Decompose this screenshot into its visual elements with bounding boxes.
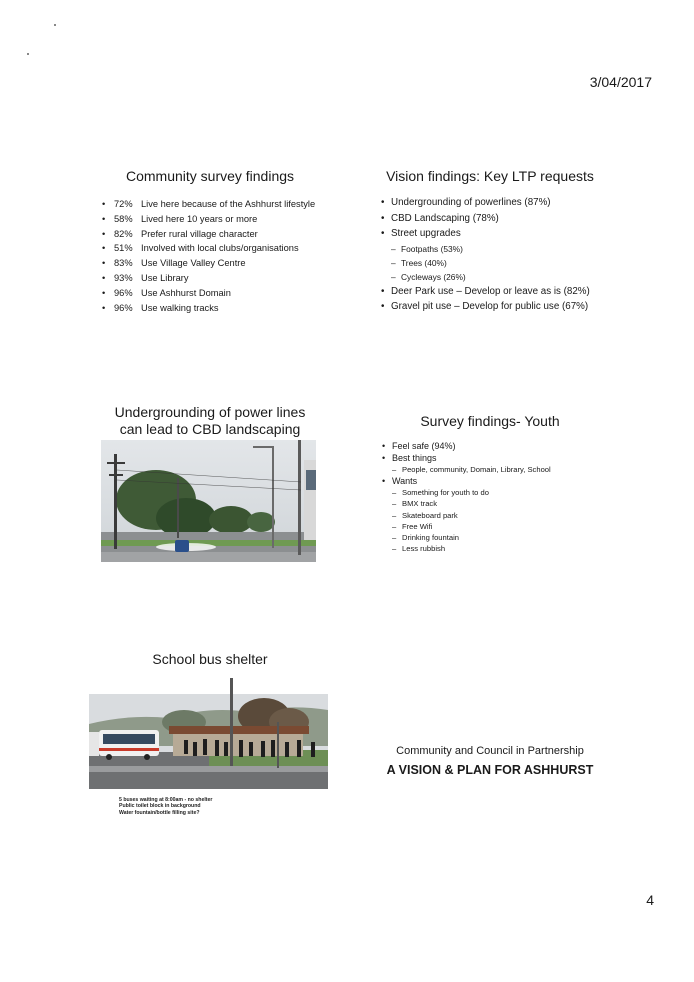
sub-list-item: – People, community, Domain, Library, School xyxy=(392,464,551,475)
list-item: • Feel safe (94%) xyxy=(382,440,551,452)
list-item: • Undergrounding of powerlines (87%) xyxy=(381,195,590,211)
list-item: • Gravel pit use – Develop for public use (67%) xyxy=(381,299,590,315)
list-item: • 96% Use Ashhurst Domain xyxy=(102,286,315,301)
vision-findings-list xyxy=(381,195,590,315)
sub-list-item: – Something for youth to do xyxy=(392,487,551,498)
sub-list-item: – Skateboard park xyxy=(392,510,551,521)
bus-shelter-photo xyxy=(89,676,328,789)
vision-plan-title: A VISION & PLAN FOR ASHHURST xyxy=(386,763,594,777)
slide-title-undergrounding: Undergrounding of power lines can lead to CBD landscaping xyxy=(114,404,306,437)
scan-speck xyxy=(54,24,56,26)
slide-title-bus-shelter: School bus shelter xyxy=(152,651,268,667)
sub-list-item: – BMX track xyxy=(392,498,551,509)
street-photo-image xyxy=(101,440,316,562)
list-item: • Best things – People, community, Domain, Library, School xyxy=(382,452,551,475)
list-item: • 72% Live here because of the Ashhurst lifestyle xyxy=(102,197,315,212)
list-item: • 51% Involved with local clubs/organisations xyxy=(102,241,315,256)
list-item: • Wants – Something for youth to do – BMX track – Skateboard park – Free Wifi – Drinking fountain – Less rubbish xyxy=(382,475,551,554)
sub-list-item: – Less rubbish xyxy=(392,543,551,554)
youth-findings-list xyxy=(382,440,551,554)
partnership-subtitle: Community and Council in Partnership xyxy=(396,745,584,757)
community-survey-list xyxy=(102,197,315,315)
best-things-sublist xyxy=(392,464,551,475)
list-item: • Deer Park use – Develop or leave as is (82%) xyxy=(381,284,590,300)
page-number: 4 xyxy=(646,892,654,908)
street-upgrades-sublist xyxy=(391,242,590,284)
sub-list-item: – Drinking fountain xyxy=(392,532,551,543)
street-photo xyxy=(101,440,316,562)
bus-shelter-photo-image xyxy=(89,676,328,789)
sub-list-item: – Cycleways (26%) xyxy=(391,270,590,284)
list-item: • 82% Prefer rural village character xyxy=(102,227,315,242)
sub-list-item: – Free Wifi xyxy=(392,521,551,532)
list-item: • 58% Lived here 10 years or more xyxy=(102,212,315,227)
print-date: 3/04/2017 xyxy=(589,74,652,90)
list-item: • 96% Use walking tracks xyxy=(102,301,315,316)
scan-speck xyxy=(27,53,29,55)
wants-sublist xyxy=(392,487,551,554)
list-item: • Street upgrades – Footpaths (53%) – Trees (40%) – Cycleways (26%) xyxy=(381,226,590,284)
list-item: • CBD Landscaping (78%) xyxy=(381,211,590,227)
sub-list-item: – Trees (40%) xyxy=(391,256,590,270)
slide-title-youth: Survey findings- Youth xyxy=(420,413,560,429)
sub-list-item: – Footpaths (53%) xyxy=(391,242,590,256)
slide-title-vision-findings: Vision findings: Key LTP requests xyxy=(386,168,594,184)
slide-title-community-survey: Community survey findings xyxy=(125,168,295,184)
list-item: • 93% Use Library xyxy=(102,271,315,286)
list-item: • 83% Use Village Valley Centre xyxy=(102,256,315,271)
bus-shelter-caption: 5 buses waiting at 8:00am - no shelter Public toilet block in background Water fountain/bottle filling site? xyxy=(119,797,213,816)
